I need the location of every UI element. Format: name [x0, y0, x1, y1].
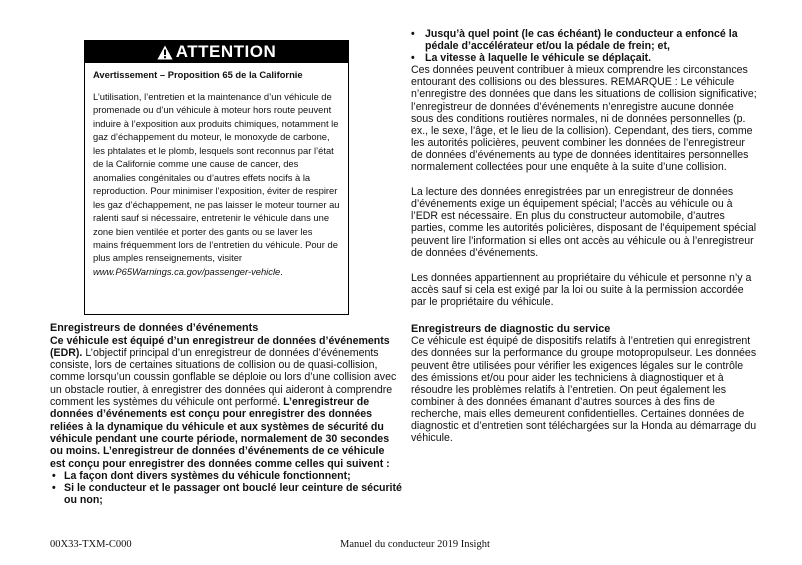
bullet-icon: •: [411, 28, 415, 40]
warning-title: ATTENTION: [175, 42, 277, 61]
edr-bold-1: Ce véhicule est équipé d’un enregistreur de données d’événements (EDR).: [50, 334, 390, 359]
list-item-text: La vitesse à laquelle le véhicule se déplaçait.: [425, 52, 652, 65]
bullet-icon: •: [52, 469, 56, 482]
list-item-text: La façon dont divers systèmes du véhicule fonctionnent;: [64, 469, 351, 482]
warning-body: [85, 81, 348, 278]
edr-normal-1: L’objectif principal d’un enregistreur de données d’événements consiste, lors de certaines situations de collision ou de quasi-collision, comme lorsqu’un coussin gonflable se déploie ou lors d’une collision avec un obstacle routier, à enregistrer des données qui aideront à comprendre comment les systèmes du véhicule ont performé.: [50, 346, 397, 409]
edr-ownership-paragraph: Les données appartiennent au propriétaire du véhicule et personne n’y a accès sauf si cela est exigé par la loi ou suite à la permission accordée par le propriétaire du véhicule.: [411, 271, 752, 308]
right-bullet-list: [411, 28, 759, 64]
bullet-icon: •: [52, 482, 56, 495]
right-column: [411, 28, 759, 444]
list-item: [411, 52, 759, 64]
edr-circumstances-paragraph: Ces données peuvent contribuer à mieux comprendre les circonstances entourant des collisions ou des blessures. REMARQUE : Le véhicule n’enregistre des données que dans les situations de collision significative; l’enregistreur de données d’événements n’enregistre aucune donnée sous des conditions routières normales, ni de données personnelles (p. ex., le sexe, l’âge, et le lieu de la collision). Cependant, des tiers, comme les autorités policières, peuvent combiner les données de l’enregistreur de données d’événements au type de données identitaires personnelles normalement collectées pour une enquête à la suite d’une collision.: [411, 64, 757, 174]
bullet-icon: •: [411, 52, 415, 65]
warning-header: [85, 41, 348, 63]
list-item: [411, 28, 759, 52]
warning-triangle-icon: [157, 45, 173, 60]
footer-manual-title: Manuel du conducteur 2019 Insight: [340, 539, 490, 550]
edr-reading-paragraph: La lecture des données enregistrées par un enregistreur de données d’événements exige un équipement spécial; l’accès au véhicule ou à l’EDR est nécessaire. En plus du constructeur automobile, d’autres parties, comme les autorités policières, disposant de l’équipement spécial peuvent lire l’information si elles ont accès au véhicule ou à l’enregistreur de données d’événements.: [411, 186, 757, 259]
warning-box: [84, 40, 349, 315]
list-item-text: Si le conducteur et le passager ont bouclé leur ceinture de sécurité ou non;: [64, 482, 402, 507]
warning-subtitle: Avertissement – Proposition 65 de la Californie: [93, 69, 303, 80]
edr-bullet-list: [50, 470, 402, 507]
edr-section: [50, 322, 402, 507]
list-item: [50, 470, 402, 482]
footer-code: 00X33-TXM-C000: [50, 539, 132, 550]
diagnostic-paragraph: Ce véhicule est équipé de dispositifs relatifs à l’entretien qui enregistrent des données sur la performance du groupe motopropulseur. Les données peuvent être utilisées pour vérifier les exigences légales sur le contrôle des émissions et/ou pour aider les techniciens à diagnostiquer et à résoudre les problèmes relatifs à l’entretien. On peut également les combiner à des données émanant d’autres sources à des fins de recherche, mais elles demeurent confidentielles. Certaines données de diagnostic et d’entretien sont téléchargées sur la Honda au démarrage du véhicule.: [411, 335, 757, 445]
diagnostic-heading: Enregistreurs de diagnostic du service: [411, 322, 611, 335]
list-item: [50, 482, 402, 507]
warning-end: .: [280, 265, 283, 277]
warning-website-link: www.P65Warnings.ca.gov/passenger-vehicle: [93, 265, 281, 277]
list-item-text: Jusqu’à quel point (le cas échéant) le conducteur a enfoncé la pédale d’accélérateur et/ou la pédale de frein; et,: [425, 28, 738, 53]
warning-text: L’utilisation, l’entretien et la maintenance d’un véhicule de promenade ou d’un véhicule à moteur hors route peuvent induire à l’exposition aux produits chimiques, notamment le gaz d’échappement du moteur, le monoxyde de carbone, les phtalates et le plomb, lesquels sont reconnus par l’état de la Californie comme une cause de cancer, des anomalies congénitales ou d’autres effets nocifs à la reproduction. Pour minimiser l’exposition, éviter de respirer les gaz d’échappement, ne pas laisser le moteur tourner au ralenti sauf si nécessaire, entretenir le véhicule dans une zone bien ventilée et porter des gants ou se laver les mains fréquemment lors de l’entretien du véhicule. Pour de plus amples renseignements, visiter: [93, 91, 340, 264]
edr-bold-2: L’enregistreur de données d’événements est conçu pour enregistrer des données reliées à la dynamique du véhicule et aux systèmes de sécurité du véhicule pendant une courte période, normalement de 30 secondes ou moins. L’enregistreur de données d’événements de ce véhicule est conçu pour enregistrer des données comme celles qui suivent :: [50, 396, 390, 470]
edr-paragraph: [50, 335, 402, 470]
edr-heading: Enregistreurs de données d’événements: [50, 322, 259, 334]
